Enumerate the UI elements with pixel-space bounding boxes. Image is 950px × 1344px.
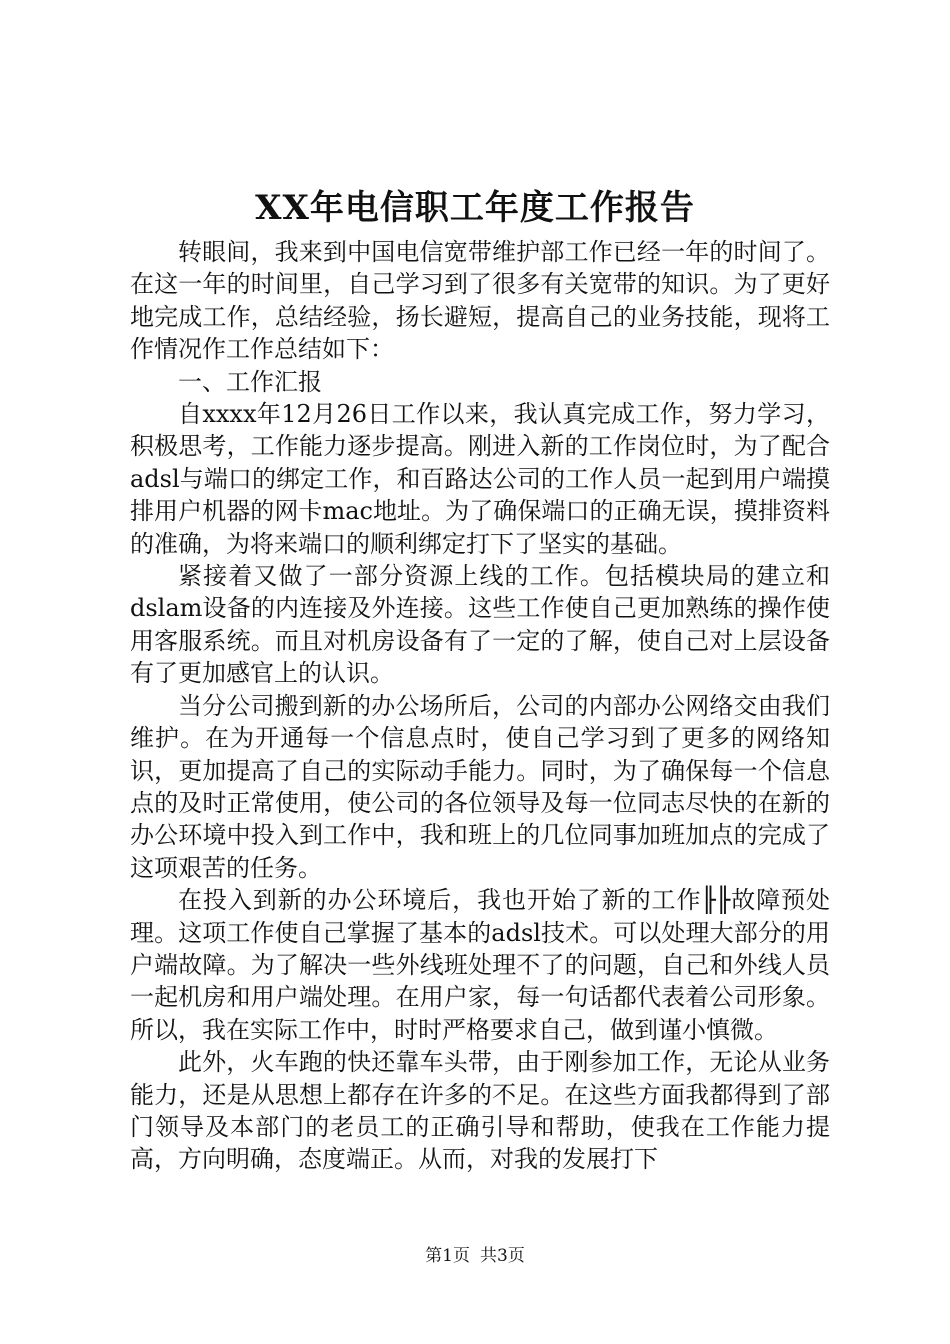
document-title: XX年电信职工年度工作报告 — [255, 188, 695, 228]
page-total: 共3页 — [480, 1246, 525, 1266]
page-footer — [0, 1244, 950, 1268]
paragraph: 自xxxx年12月26日工作以来，我认真完成工作，努力学习，积极思考，工作能力逐步提高。刚进入新的工作岗位时，为了配合adsl与端口的绑定工作，和百路达公司的工作人员一起到用户端摸排用户机器的网卡mac地址。为了确保端口的正确无误，摸排资料的准确，为将来端口的顺利绑定打下了坚实的基础。 — [130, 400, 830, 558]
paragraph: 此外，火车跑的快还靠车头带，由于刚参加工作，无论从业务能力，还是从思想上都存在许多的不足。在这些方面我都得到了部门领导及本部门的老员工的正确引导和帮助，使我在工作能力提高，方向明确，态度端正。从而，对我的发展打下 — [130, 1048, 830, 1174]
document-body — [130, 236, 830, 1176]
section-heading: 一、工作汇报 — [178, 367, 322, 396]
paragraph-intro: 转眼间，我来到中国电信宽带维护部工作已经一年的时间了。在这一年的时间里，自己学习到了很多有关宽带的知识。为了更好地完成工作，总结经验，扬长避短，提高自己的业务技能，现将工作情况作工作总结如下： — [130, 238, 830, 364]
page-number: 第1页 — [425, 1246, 470, 1266]
paragraph: 紧接着又做了一部分资源上线的工作。包括模块局的建立和dslam设备的内连接及外连接。这些工作使自己更加熟练的操作使用客服系统。而且对机房设备有了一定的了解，使自己对上层设备有了更加感官上的认识。 — [130, 562, 830, 688]
paragraph: 当分公司搬到新的办公场所后，公司的内部办公网络交由我们维护。在为开通每一个信息点时，使自己学习到了更多的网络知识，更加提高了自己的实际动手能力。同时，为了确保每一个信息点的及时正常使用，使公司的各位领导及每一位同志尽快的在新的办公环境中投入到工作中，我和班上的几位同事加班加点的完成了这项艰苦的任务。 — [130, 691, 830, 882]
paragraph: 在投入到新的办公环境后，我也开始了新的工作╟╟故障预处理。这项工作使自己掌握了基本的adsl技术。可以处理大部分的用户端故障。为了解决一些外线班处理不了的问题，自己和外线人员一起机房和用户端处理。在用户家，每一句话都代表着公司形象。所以，我在实际工作中，时时严格要求自己，做到谨小慎微。 — [130, 886, 830, 1044]
